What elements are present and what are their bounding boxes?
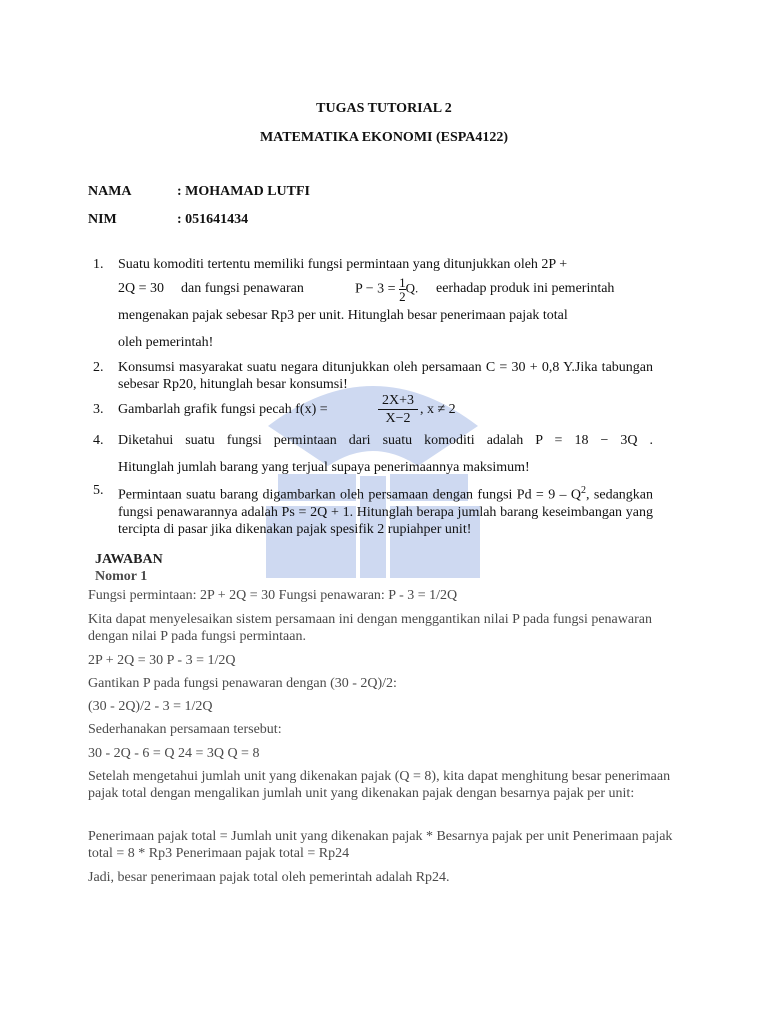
supply-equation: [355, 276, 418, 303]
answer-line: Kita dapat menyelesaikan sistem persamaan ini dengan menggantikan nilai P pada fungsi penawaran dengan nilai P pada fungsi permintaan.: [88, 612, 652, 644]
question-text: Diketahui suatu fungsi permintaan dari suatu komoditi adalah P = 18 − 3Q .: [118, 433, 653, 448]
question-number: 4.: [93, 433, 104, 448]
name-value: : MOHAMAD LUTFI: [177, 184, 310, 199]
question-text: Suatu komoditi tertentu memiliki fungsi permintaan yang ditunjukkan oleh 2P +: [118, 257, 568, 272]
question-text: oleh pemerintah!: [118, 335, 214, 350]
nim-label: NIM: [88, 212, 117, 227]
nim-value: : 051641434: [177, 212, 249, 227]
question-1: [93, 256, 653, 350]
question-text: [118, 482, 653, 538]
equation-variable: Q.: [405, 280, 419, 296]
question-text: Hitunglah jumlah barang yang terjual supaya penerimaannya maksimum!: [118, 460, 530, 475]
equation-lhs: P − 3 =: [355, 281, 396, 297]
question-text-part: , sedangkan fungsi penawarannya adalah Ps = 2Q + 1. Hitunglah berapa jumlah barang keseimbangan yang tercipta di pasar jika dikenakan pajak spesifik 2 rupiahper unit!: [118, 487, 654, 537]
fraction-numerator: 2X+3: [381, 393, 414, 408]
question-text: mengenakan pajak sebesar Rp3 per unit. Hitunglah besar penerimaan pajak total: [118, 308, 568, 323]
domain-condition: , x ≠ 2: [420, 402, 456, 417]
answer-line: 30 - 2Q - 6 = Q 24 = 3Q Q = 8: [88, 746, 260, 761]
question-text: Konsumsi masyarakat suatu negara ditunjukkan oleh persamaan C = 30 + 0,8 Y.Jika tabungan sebesar Rp20, hitunglah besar konsumsi!: [118, 360, 653, 392]
fraction-denominator: X−2: [378, 409, 418, 427]
course-title: MATEMATIKA EKONOMI (ESPA4122): [259, 130, 509, 145]
question-text: eerhadap produk ini pemerintah: [436, 281, 615, 296]
question-text: Gambarlah grafik fungsi pecah f(x) =: [118, 402, 328, 417]
answer-line: Penerimaan pajak total = Jumlah unit yang dikenakan pajak * Besarnya pajak per unit Penerimaan pajak total = 8 * Rp3 Penerimaan pajak total = Rp24: [88, 829, 673, 861]
exponent: 2: [581, 485, 587, 496]
question-3: [93, 392, 653, 426]
answer-line: Fungsi permintaan: 2P + 2Q = 30 Fungsi penawaran: P - 3 = 1/2Q: [88, 588, 458, 603]
answer-line: 2P + 2Q = 30 P - 3 = 1/2Q: [88, 653, 236, 668]
answer-subheading: Nomor 1: [95, 569, 148, 584]
fraction-numerator: 1: [399, 275, 406, 290]
answer-line: (30 - 2Q)/2 - 3 = 1/2Q: [88, 699, 213, 714]
fraction-denominator: 2: [399, 289, 406, 304]
question-5: [93, 482, 653, 536]
question-number: 3.: [93, 402, 104, 417]
question-number: 5.: [93, 483, 104, 498]
question-text: 2Q = 30: [118, 281, 165, 296]
answer-line: Sederhanakan persamaan tersebut:: [88, 722, 282, 737]
question-text: dan fungsi penawaran: [181, 281, 304, 296]
question-text-part: Permintaan suatu barang digambarkan oleh persamaan dengan fungsi Pd = 9 – Q: [118, 487, 582, 503]
answer-line: Gantikan P pada fungsi penawaran dengan (30 - 2Q)/2:: [88, 676, 397, 691]
document-title: TUGAS TUTORIAL 2: [316, 101, 452, 116]
question-number: 1.: [93, 257, 104, 272]
answer-line: Jadi, besar penerimaan pajak total oleh pemerintah adalah Rp24.: [88, 870, 450, 885]
name-label: NAMA: [88, 184, 132, 199]
answer-heading: JAWABAN: [95, 552, 163, 567]
function-fraction: [378, 392, 418, 427]
question-4: [93, 432, 653, 480]
answer-line: Setelah mengetahui jumlah unit yang dikenakan pajak (Q = 8), kita dapat menghitung besar penerimaan pajak total dengan mengalikan jumlah unit yang dikenakan pajak dengan besarnya pajak per unit:: [88, 769, 671, 801]
question-2: [93, 359, 653, 395]
question-number: 2.: [93, 360, 104, 375]
